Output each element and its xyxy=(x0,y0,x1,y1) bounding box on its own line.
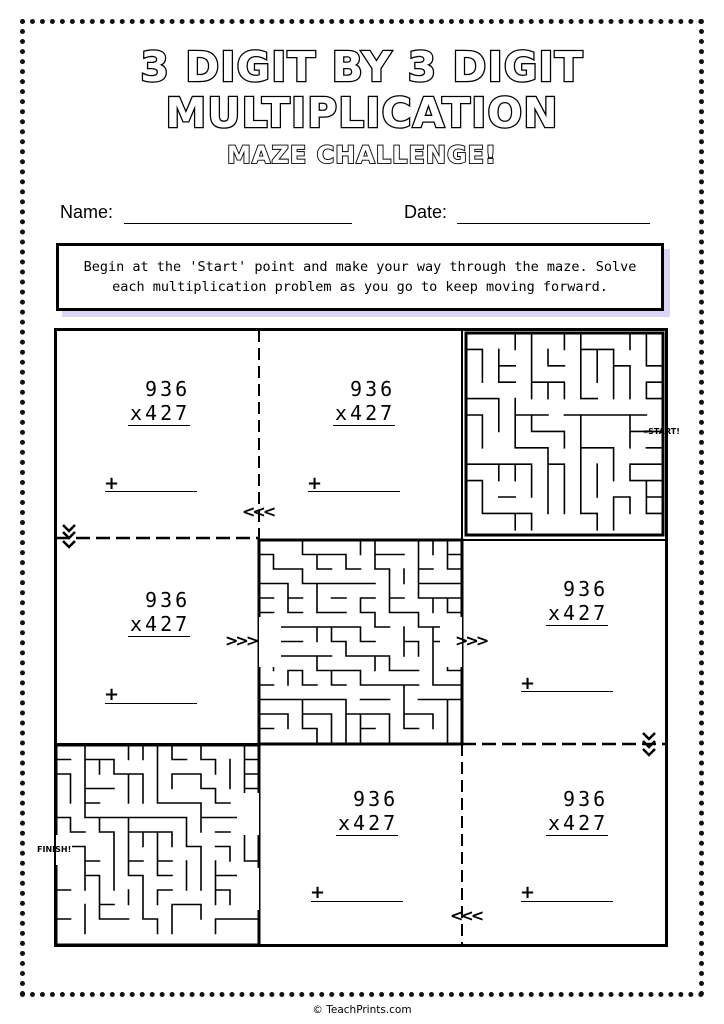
problem-6-top: 936 xyxy=(563,787,609,811)
plus-sign: + xyxy=(307,473,323,494)
arrow-left-icon: <<< xyxy=(242,502,274,521)
start-label: «START! xyxy=(643,427,680,436)
footer-copyright: © TeachPrints.com xyxy=(312,1004,412,1016)
title-line-1: 3 DIGIT BY 3 DIGIT xyxy=(140,43,584,91)
start-arrow-icon: « xyxy=(643,427,649,436)
arrow-right-icon: >>> xyxy=(455,631,487,650)
name-label: Name: xyxy=(60,202,114,222)
date-label: Date: xyxy=(404,202,448,222)
title-line-2: MULTIPLICATION xyxy=(165,89,559,137)
plus-sign: + xyxy=(310,882,326,903)
problem-2-bottom: x427 xyxy=(335,401,396,425)
plus-sign: + xyxy=(520,673,536,694)
problem-2-top: 936 xyxy=(350,377,396,401)
finish-label: FINISH! xyxy=(37,845,72,854)
problem-4-bottom: x427 xyxy=(548,601,609,625)
problem-3-top: 936 xyxy=(145,588,191,612)
arrow-right-icon: >>> xyxy=(225,631,257,650)
problem-1-top: 936 xyxy=(145,377,191,401)
plus-sign: + xyxy=(104,684,120,705)
problem-5-bottom: x427 xyxy=(338,811,399,835)
problem-6-bottom: x427 xyxy=(548,811,609,835)
problem-5-top: 936 xyxy=(353,787,399,811)
plus-sign: + xyxy=(520,882,536,903)
problem-1-bottom: x427 xyxy=(130,401,191,425)
instructions-line-1: Begin at the 'Start' point and make your way through the maze. Solve xyxy=(83,259,637,275)
problem-4-top: 936 xyxy=(563,577,609,601)
problem-3-bottom: x427 xyxy=(130,612,191,636)
instructions-line-2: each multiplication problem as you go to keep moving forward. xyxy=(112,279,608,295)
arrow-left-icon: <<< xyxy=(450,906,482,925)
plus-sign: + xyxy=(104,473,120,494)
subtitle: MAZE CHALLENGE! xyxy=(227,141,497,169)
